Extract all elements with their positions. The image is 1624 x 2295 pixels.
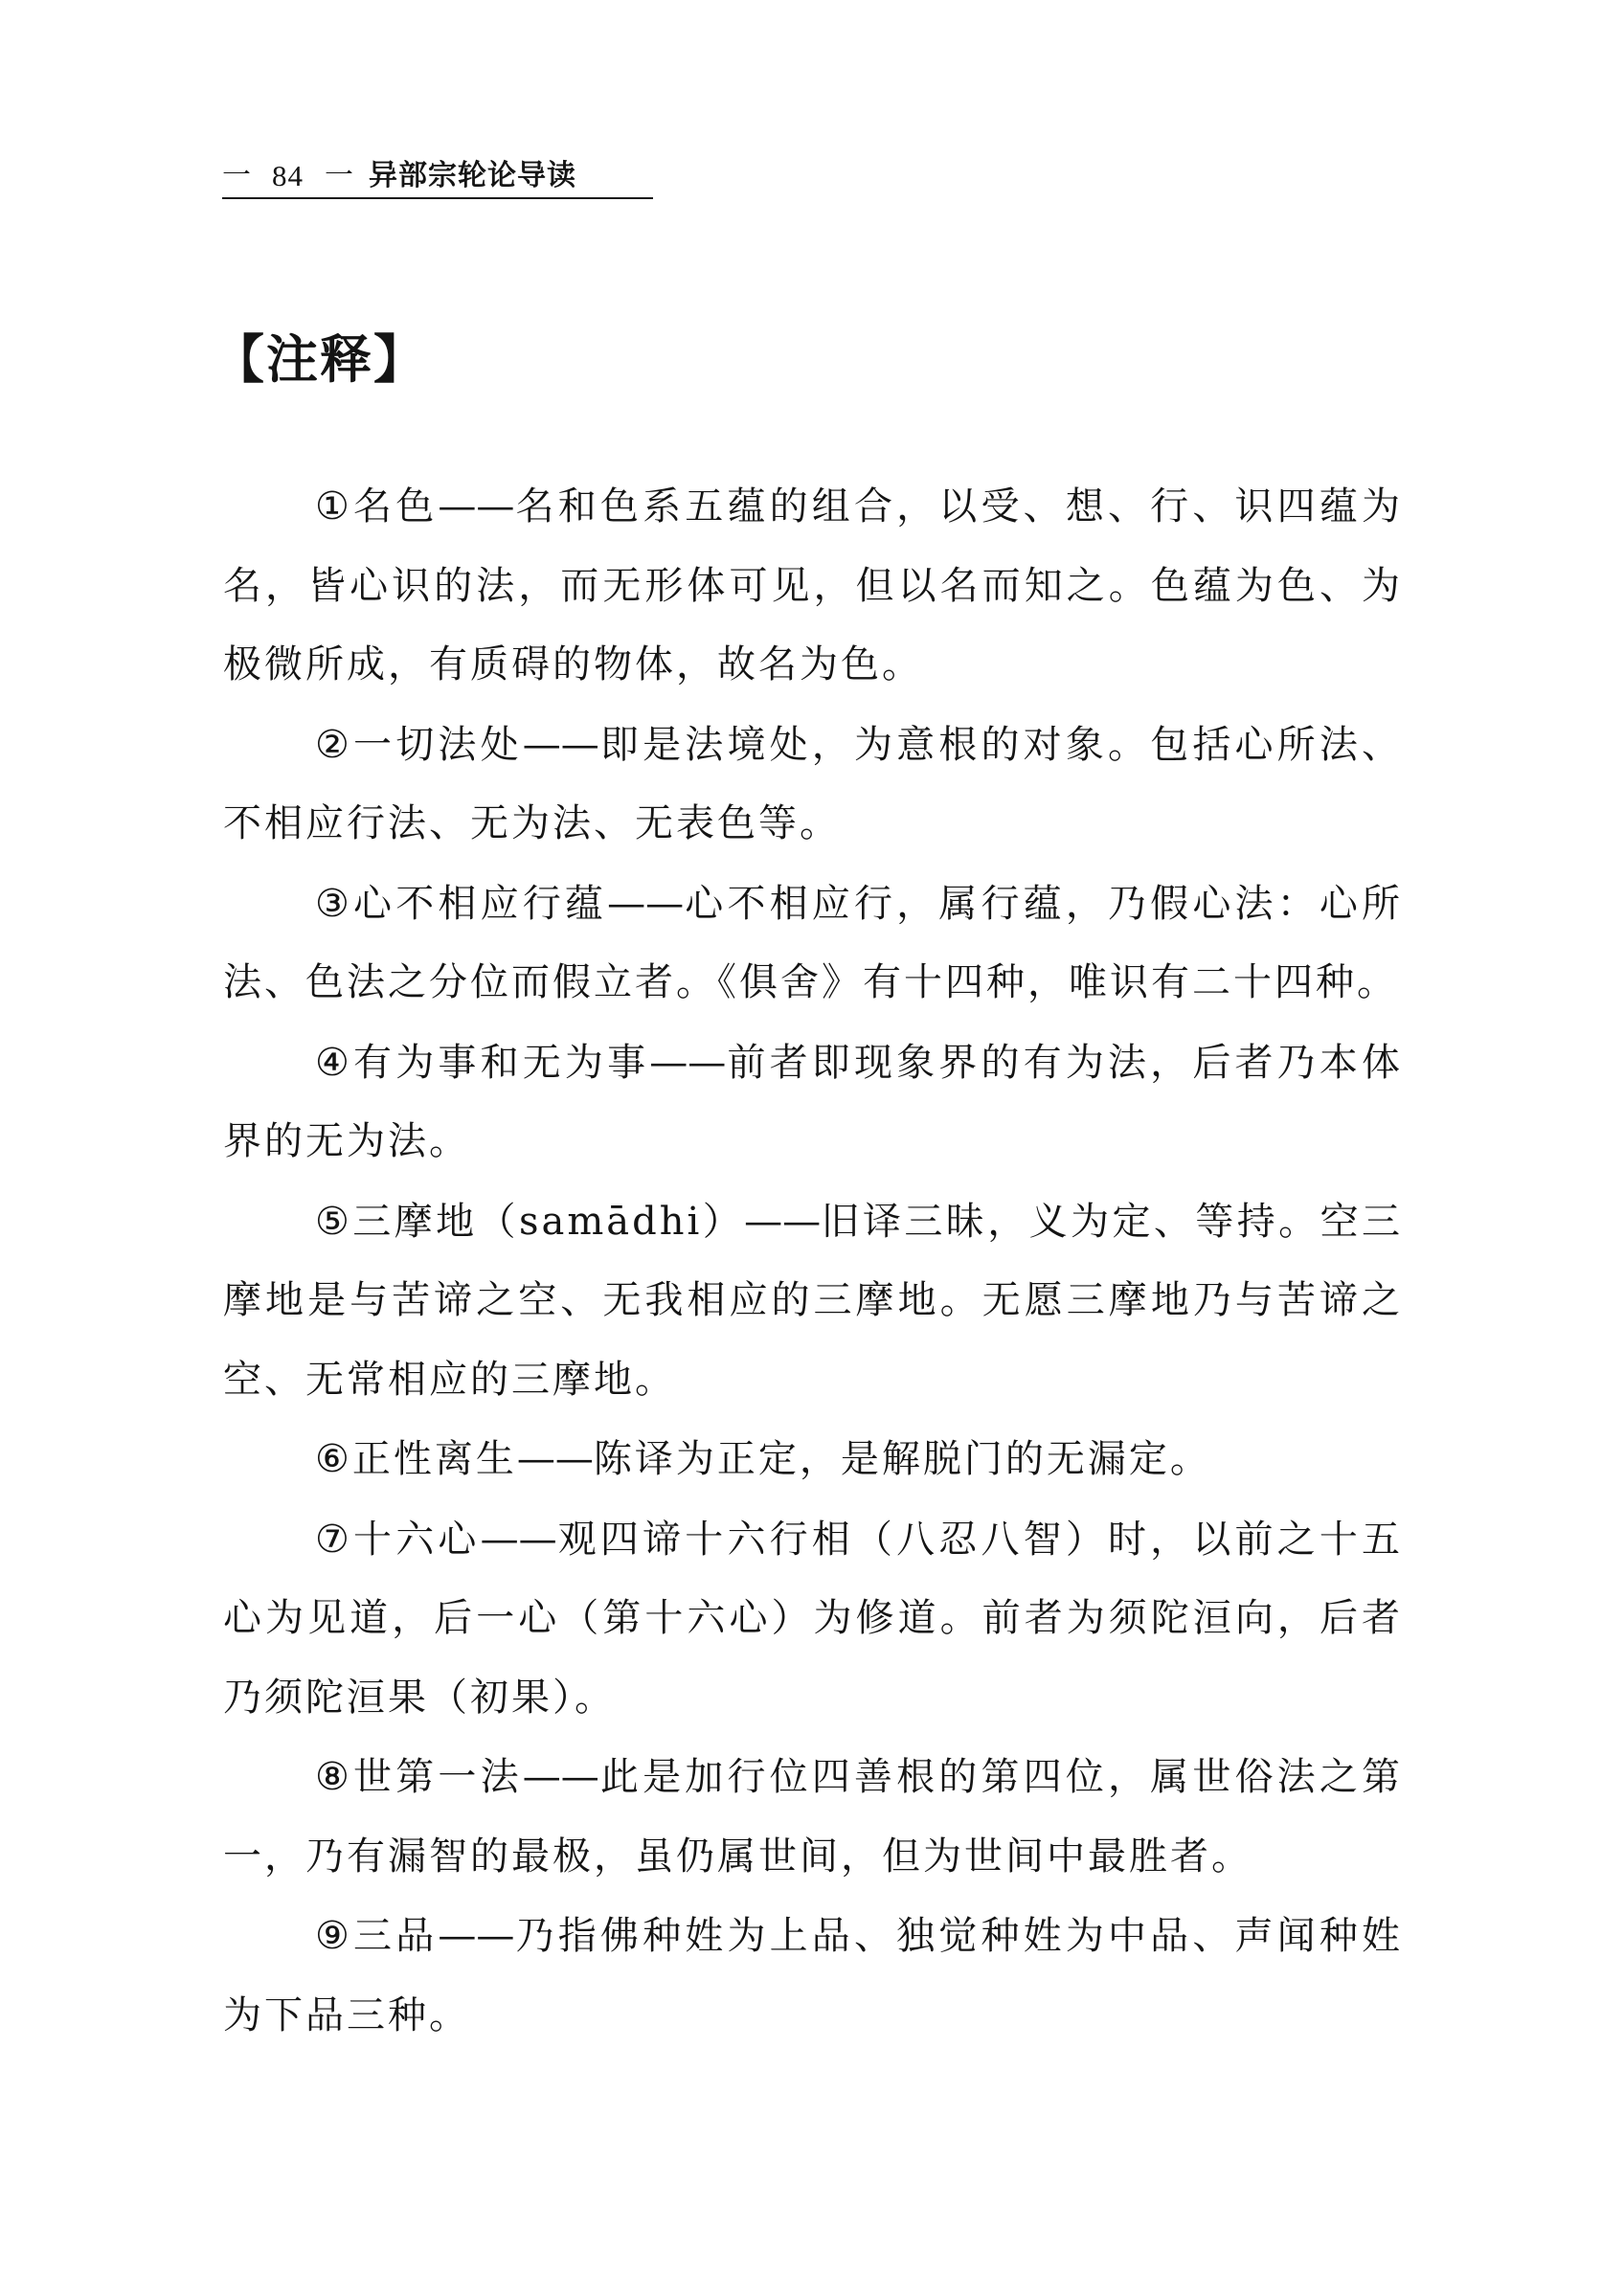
note-marker: ⑥ xyxy=(315,1437,352,1481)
note-term: 有为事和无为事 xyxy=(353,1040,650,1085)
note-dash: —— xyxy=(522,722,599,767)
note-marker: ③ xyxy=(315,881,354,926)
header-dash-left: 一 xyxy=(222,159,252,192)
note-item xyxy=(223,1738,1403,1896)
note-text: 旧译三昧，义为定、等持。空三摩地是与苦谛之空、无我相应的三摩地。无愿三摩地乃与苦谛之空、无常相应的三摩地。 xyxy=(223,1199,1404,1402)
note-marker: ⑦ xyxy=(315,1517,354,1562)
note-dash: —— xyxy=(438,484,515,529)
note-dash: —— xyxy=(744,1199,822,1244)
note-term: 十六心 xyxy=(353,1517,481,1562)
note-term: 世第一法 xyxy=(353,1755,523,1799)
header-dash-right: 一 xyxy=(325,159,354,192)
note-text: 观四谛十六行相（八忍八智）时，以前之十五心为见道，后一心（第十六心）为修道。前者为须陀洹向，后者乃须陀洹果（初果）。 xyxy=(223,1517,1404,1720)
page-number: 84 xyxy=(272,159,304,192)
note-item xyxy=(223,1897,1403,2055)
note-marker: ④ xyxy=(315,1040,354,1085)
note-item xyxy=(223,1420,1403,1499)
note-dash: —— xyxy=(516,1437,594,1481)
note-term: 名色 xyxy=(353,484,439,529)
note-term: 心不相应行蕴 xyxy=(353,881,608,926)
note-dash: —— xyxy=(438,1914,515,1958)
note-text: 名和色系五蕴的组合，以受、想、行、识四蕴为名，皆心识的法，而无形体可见，但以名而知之。色蕴为色、为极微所成，有质碍的物体，故名为色。 xyxy=(223,484,1404,686)
note-term: 三品 xyxy=(353,1914,439,1958)
note-text: 前者即现象界的有为法，后者乃本体界的无为法。 xyxy=(223,1040,1404,1163)
note-item xyxy=(223,865,1403,1023)
note-marker: ⑧ xyxy=(315,1755,354,1799)
note-marker: ⑤ xyxy=(315,1199,353,1244)
note-text: 陈译为正定，是解脱门的无漏定。 xyxy=(593,1437,1211,1481)
note-term: 正性离生 xyxy=(351,1437,517,1481)
note-dash: —— xyxy=(607,881,685,926)
note-dash: —— xyxy=(480,1517,557,1562)
note-item xyxy=(223,1182,1403,1420)
note-marker: ② xyxy=(315,722,354,767)
note-item xyxy=(223,1024,1403,1181)
running-header xyxy=(222,151,653,199)
note-item xyxy=(223,467,1403,705)
note-term: 一切法处 xyxy=(353,722,523,767)
section-heading: 【注释】 xyxy=(213,328,427,390)
note-marker: ⑨ xyxy=(315,1914,354,1958)
note-text: 心不相应行，属行蕴，乃假心法：心所法、色法之分位而假立者。《俱舍》有十四种，唯识有二十四种。 xyxy=(223,881,1404,1004)
note-dash: —— xyxy=(522,1755,599,1799)
note-text: 乃指佛种姓为上品、独觉种姓为中品、声闻种姓为下品三种。 xyxy=(223,1914,1404,2037)
note-text: 即是法境处，为意根的对象。包括心所法、不相应行法、无为法、无表色等。 xyxy=(223,722,1404,845)
note-item xyxy=(223,706,1403,864)
note-term: 三摩地（samādhi） xyxy=(352,1199,745,1244)
note-marker: ① xyxy=(315,484,354,529)
note-text: 此是加行位四善根的第四位，属世俗法之第一，乃有漏智的最极，虽仍属世间，但为世间中最胜者。 xyxy=(223,1755,1404,1879)
note-dash: —— xyxy=(649,1040,727,1085)
notes-list xyxy=(223,467,1403,2056)
note-item xyxy=(223,1500,1403,1738)
book-title: 异部宗轮论导读 xyxy=(369,159,576,192)
